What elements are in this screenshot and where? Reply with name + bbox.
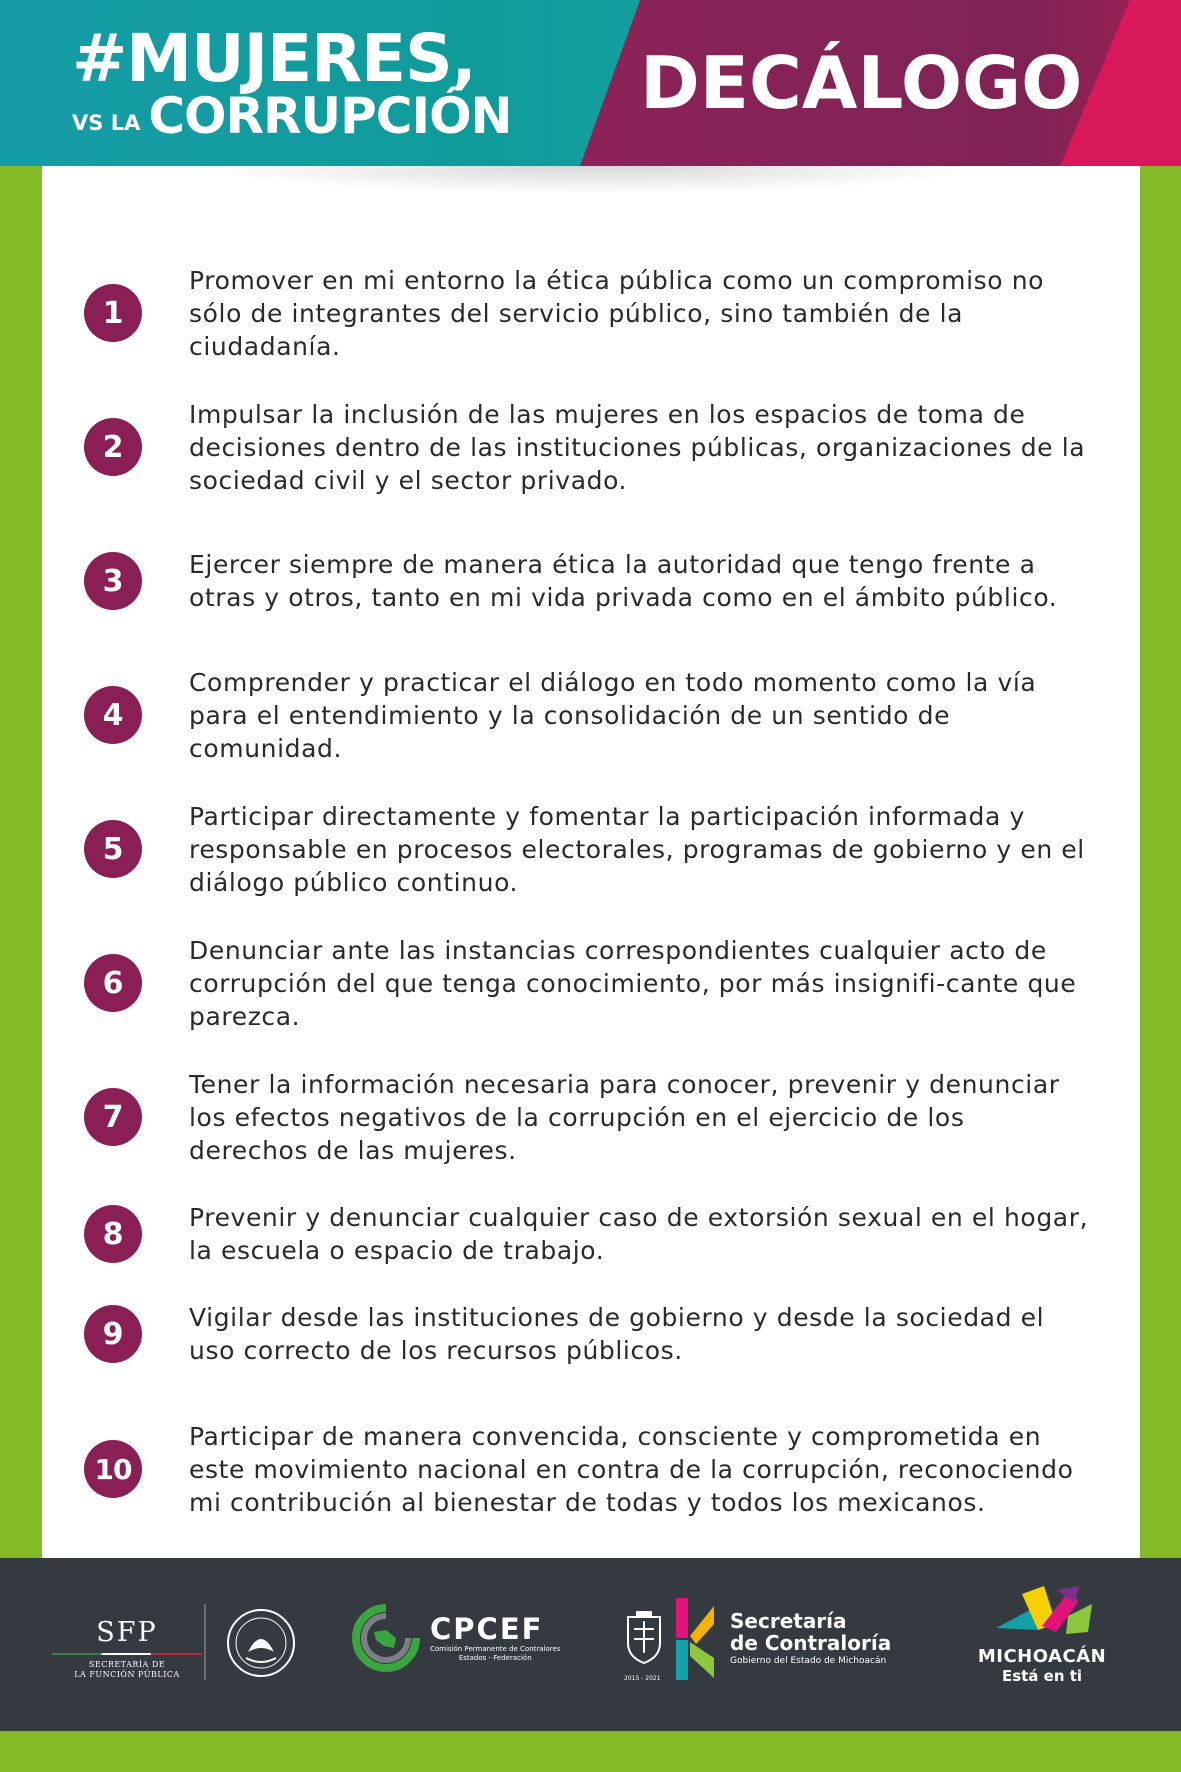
- sfp-subtitle-2: LA FUNCIÓN PÚBLICA: [74, 1670, 180, 1679]
- panel-shadow: [192, 166, 992, 194]
- item-number-badge: 8: [84, 1205, 142, 1263]
- item-number-badge: 5: [84, 820, 142, 878]
- item-text: Impulsar la inclusión de las mujeres en los espacios de toma de decisiones dentro de las instituciones públicas, organizaciones de la sociedad civil y el sector privado.: [189, 399, 1086, 495]
- sfp-tricolor-line: [52, 1653, 202, 1655]
- item-text: Comprender y practicar el diálogo en todo momento como la vía para el entendimiento y la consolidación de un sentido de comunidad.: [189, 667, 1037, 763]
- campaign-logo-line2: CORRUPCIÓN: [148, 87, 512, 145]
- item-text: Vigilar desde las instituciones de gobierno y desde la sociedad el uso correcto de los recursos públicos.: [189, 1303, 1045, 1365]
- contraloria-logo: [624, 1596, 891, 1682]
- campaign-logo-line1: #MUJERES,: [72, 20, 476, 97]
- list-item: [42, 782, 1140, 916]
- national-seal-icon: [226, 1608, 296, 1678]
- list-item: [42, 514, 1140, 648]
- contraloria-years: 2015 - 2021: [624, 1674, 661, 1682]
- sfp-mark: SFP: [96, 1617, 158, 1648]
- list-item: [42, 916, 1140, 1050]
- item-text: Denunciar ante las instancias correspondientes cualquier acto de corrupción del que tenga conocimiento, por más insignifi-cante que parezca.: [189, 935, 1077, 1031]
- contraloria-title-1: Secretaría: [730, 1609, 847, 1633]
- state-shield-icon: [624, 1609, 664, 1665]
- item-text: Participar de manera convencida, consciente y comprometida en este movimiento nacional en contra de la corrupción, reconociendo mi contribución al bienestar de todas y todos los mexicanos.: [189, 1421, 1074, 1517]
- cpcef-subtitle-1: Comisión Permanente de Contralores: [430, 1645, 561, 1653]
- list-item: [42, 1184, 1140, 1284]
- sfp-logo: [52, 1618, 202, 1680]
- list-item: [42, 1384, 1140, 1554]
- item-number-badge: 1: [84, 284, 142, 342]
- contraloria-subtitle: Gobierno del Estado de Michoacán: [730, 1656, 887, 1666]
- item-number-badge: 9: [84, 1305, 142, 1363]
- cpcef-subtitle-2: Estados - Federación: [458, 1654, 532, 1662]
- michoacan-k-icon: [674, 1596, 718, 1682]
- sfp-subtitle-1: SECRETARÍA DE: [88, 1660, 166, 1669]
- michoacan-logo: [972, 1584, 1112, 1685]
- cpcef-name: CPCEF: [430, 1612, 544, 1646]
- page-title: DECÁLOGO: [640, 41, 1083, 125]
- item-text: Participar directamente y fomentar la participación informada y responsable en procesos electorales, programas de gobierno y en el diálogo público continuo.: [189, 801, 1085, 897]
- michoacan-name: MICHOACÁN: [977, 1646, 1107, 1667]
- item-text: Tener la información necesaria para conocer, prevenir y denunciar los efectos negativos de la corrupción en el ejercicio de los derechos de las mujeres.: [189, 1069, 1060, 1165]
- campaign-logo-vs: VS LA: [72, 111, 141, 135]
- list-item: [42, 1050, 1140, 1184]
- item-text: Prevenir y denunciar cualquier caso de extorsión sexual en el hogar, la escuela o espacio de trabajo.: [189, 1203, 1089, 1265]
- michoacan-tagline: Está en ti: [1001, 1667, 1083, 1685]
- list-item: [42, 648, 1140, 782]
- item-text: Promover en mi entorno la ética pública como un compromiso no sólo de integrantes del servicio público, sino también de la ciudadanía.: [189, 265, 1045, 361]
- cpcef-map-icon: [350, 1602, 422, 1674]
- logo-divider: [204, 1604, 206, 1680]
- item-number-badge: 4: [84, 686, 142, 744]
- item-number-badge: 10: [84, 1440, 142, 1498]
- item-number-badge: 6: [84, 954, 142, 1012]
- decalogue-list: [42, 246, 1140, 1554]
- list-item: [42, 380, 1140, 514]
- item-number-badge: 3: [84, 552, 142, 610]
- campaign-logo: [72, 20, 512, 145]
- item-number-badge: 2: [84, 418, 142, 476]
- list-item: [42, 1284, 1140, 1384]
- decalogue-panel: [42, 166, 1140, 1558]
- item-number-badge: 7: [84, 1088, 142, 1146]
- list-item: [42, 246, 1140, 380]
- header-banner: [0, 0, 1181, 166]
- contraloria-title-2: de Contraloría: [730, 1631, 892, 1655]
- bottom-green-strip: [0, 1731, 1181, 1772]
- michoacan-brand-icon: [982, 1584, 1102, 1642]
- item-text: Ejercer siempre de manera ética la autoridad que tengo frente a otras y otros, tanto en mi vida privada como en el ámbito público.: [189, 550, 1058, 612]
- cpcef-logo: [350, 1602, 560, 1674]
- footer-logos: [0, 1558, 1181, 1731]
